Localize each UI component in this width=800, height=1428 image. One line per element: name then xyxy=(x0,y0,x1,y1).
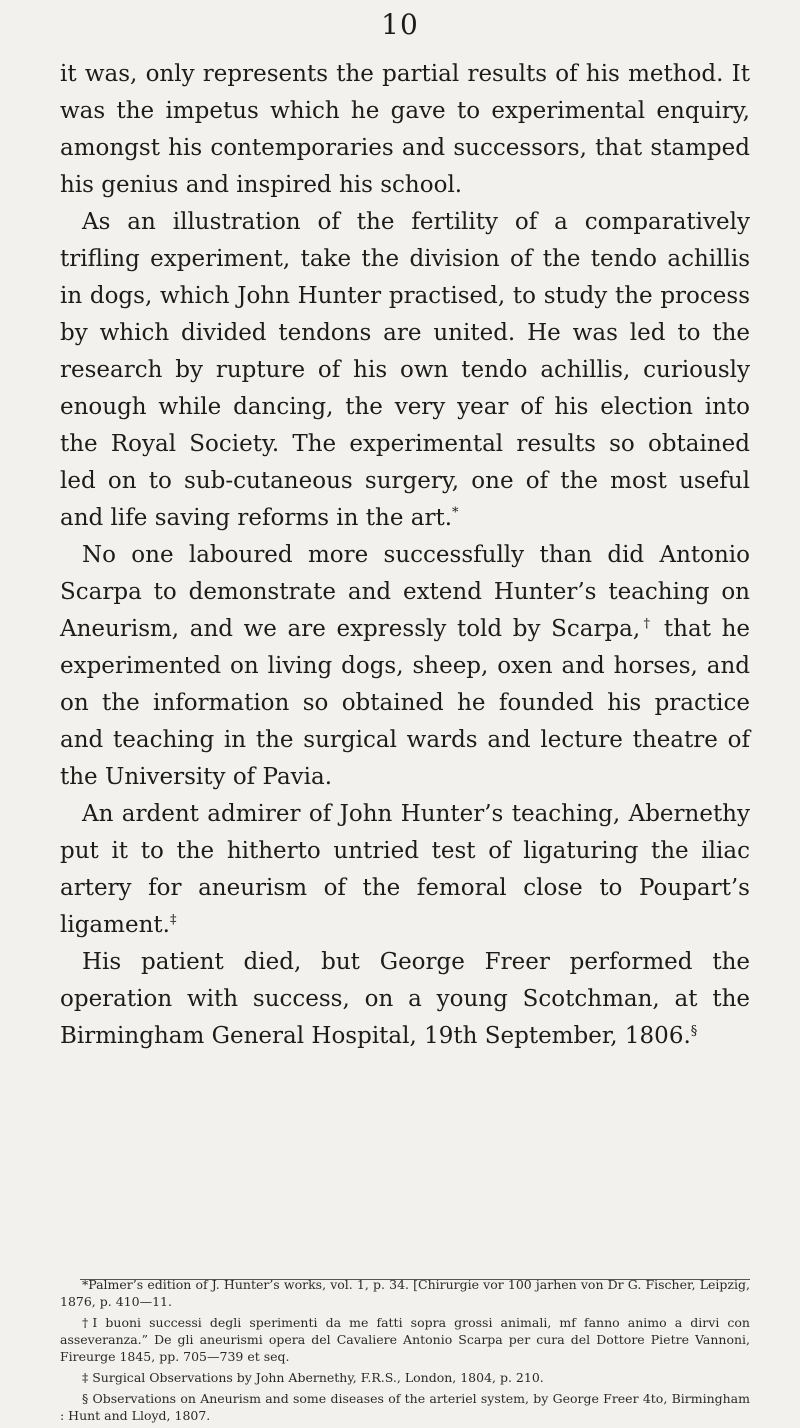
paragraph-2-text: As an illustration of the fertility of a comparatively trifling experiment, take the division of the tendo achillis in dogs, which John Hunter practised, to study the process by which divided tendons are united. He was led to the research by rupture of his own tendo achillis, curiously enough while dancing, the very year of his election into the Royal Society. The experimental results so obtained led on to sub-cutaneous surgery, one of the most useful and life saving reforms in the art. xyxy=(60,209,750,531)
paragraph-2 xyxy=(60,204,750,537)
footnote-3: ‡ Surgical Observations by John Abernethy, F.R.S., London, 1804, p. 210. xyxy=(82,1370,544,1385)
paragraph-4 xyxy=(60,796,750,944)
footnote-1: *Palmer’s edition of J. Hunter’s works, vol. 1, p. 34. [Chirurgie vor 100 jarhen von Dr G. Fischer, Leipzig, 1876, p. 410—11. xyxy=(60,1277,750,1309)
footnote-mark-asterisk: * xyxy=(452,505,459,521)
paragraph-5-text: His patient died, but George Freer performed the operation with success, on a young Scotchman, at the Birmingham General Hospital, 19th September, 1806. xyxy=(60,949,750,1049)
body-text xyxy=(60,56,750,1055)
paragraph-4-text: An ardent admirer of John Hunter’s teaching, Abernethy put it to the hitherto untried test of ligaturing the iliac artery for aneurism of the femoral close to Poupart’s ligament. xyxy=(60,801,750,938)
footnote-mark-section: § xyxy=(690,1023,698,1039)
paragraph-3-text: No one laboured more successfully than did Antonio Scarpa to demonstrate and extend Hunter’s teaching on Aneurism, and we are expressly told by Scarpa, xyxy=(60,542,750,642)
footnote-mark-double-dagger: ‡ xyxy=(169,912,177,928)
paragraph-3-text-after: that he experimented on living dogs, sheep, oxen and horses, and on the information so obtained he founded his practice and teaching in the surgical wards and lecture theatre of the University of Pavia. xyxy=(60,616,750,790)
footnote-mark-dagger: † xyxy=(640,616,654,632)
paragraph-1 xyxy=(60,56,750,204)
footnote-4: § Observations on Aneurism and some diseases of the arteriel system, by George Freer 4to, Birmingham : Hunt and Lloyd, 1807. xyxy=(60,1391,750,1423)
footnote-2: †I buoni successi degli sperimenti da me fatti sopra grossi animali, mf fanno animo a dirvi con asseveranza.” De gli aneurismi opera del Cavaliere Antonio Scarpa per cura del Dottore Pietre Vannoni, Fireurge 1845, pp. 705—739 et seq. xyxy=(60,1315,750,1364)
paragraph-5 xyxy=(60,944,750,1055)
paragraph-1-text: it was, only represents the partial results of his method. It was the impetus which he gave to experimental enquiry, amongst his contemporaries and successors, that stamped his genius and inspired his school. xyxy=(60,61,750,198)
page-number: 10 xyxy=(381,8,419,41)
paragraph-3 xyxy=(60,537,750,796)
footnotes xyxy=(60,1276,750,1428)
